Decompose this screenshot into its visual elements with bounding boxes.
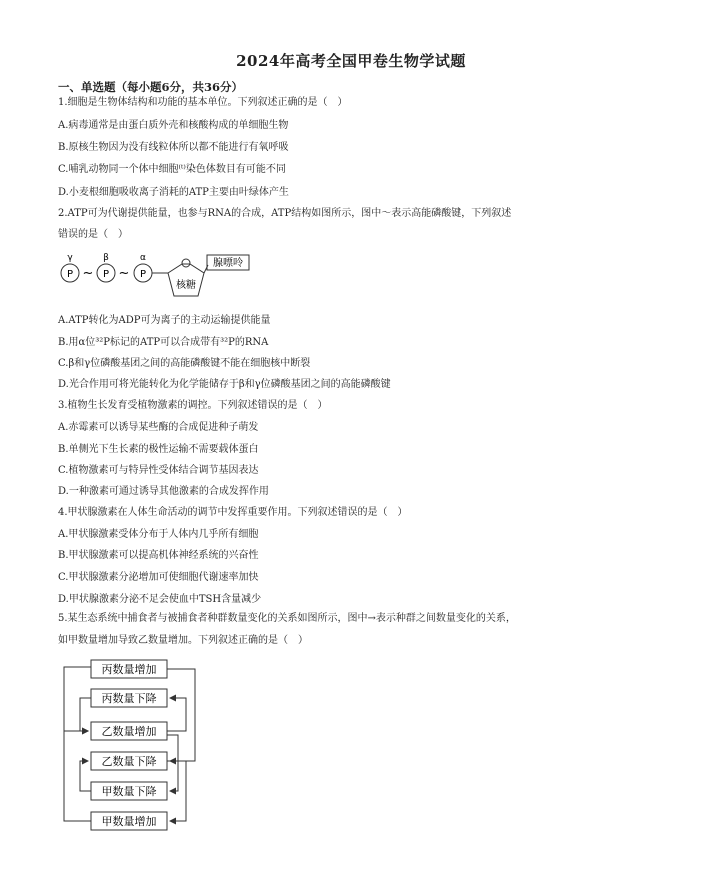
phosphate-gamma-label: P	[66, 269, 74, 280]
ribose-label: 核糖	[176, 280, 196, 291]
question-1-stem: 1.细胞是生物体结构和功能的基本单位。下列叙述正确的是（ ）	[58, 97, 348, 108]
section-heading: 一、单选题（每小题6分，共36分）	[58, 80, 244, 94]
box-yi-increase-label: 乙数量增加	[101, 725, 157, 738]
question-3-option-b: B.单侧光下生长素的极性运输不需要载体蛋白	[58, 444, 259, 455]
atp-structure-figure	[58, 250, 258, 306]
question-4-option-b: B.甲状腺激素可以提高机体神经系统的兴奋性	[58, 550, 259, 561]
adenine-label: 腺嘌呤	[213, 258, 243, 269]
box-bing-decrease-label: 丙数量下降	[101, 692, 157, 705]
arrow-inner-right-upper	[167, 698, 186, 731]
ribose-ring-oxygen	[182, 259, 190, 267]
phosphate-beta-label: P	[102, 269, 110, 280]
alpha-label: α	[140, 253, 146, 263]
question-2-option-d: D.光合作用可将光能转化为化学能储存于β和γ位磷酸基团之间的高能磷酸键	[58, 379, 391, 390]
box-jia-decrease-label: 甲数量下降	[101, 785, 157, 798]
question-4-option-c: C.甲状腺激素分泌增加可使细胞代谢速率加快	[58, 572, 259, 583]
arrow-outer-left	[64, 667, 91, 821]
question-3-stem: 3.植物生长发育受植物激素的调控。下列叙述错误的是（ ）	[58, 400, 328, 411]
arrow-outer-right	[167, 669, 195, 761]
question-5-stem-line-2: 如甲数量增加导致乙数量增加。下列叙述正确的是（ ）	[58, 635, 308, 646]
page-title: 2024年高考全国甲卷生物学试题	[236, 52, 466, 70]
gamma-label: γ	[67, 253, 73, 263]
question-1-option-d: D.小麦根细胞吸收离子消耗的ATP主要由叶绿体产生	[58, 187, 289, 198]
question-3-option-a: A.赤霉素可以诱导某些酶的合成促进种子萌发	[58, 422, 259, 433]
population-flow-diagram	[58, 655, 208, 835]
question-3-option-c: C.植物激素可与特异性受体结合调节基因表达	[58, 465, 259, 476]
box-jia-increase-label: 甲数量增加	[101, 815, 157, 828]
question-4-stem: 4.甲状腺激素在人体生命活动的调节中发挥重要作用。下列叙述错误的是（ ）	[58, 507, 408, 518]
box-yi-decrease-label: 乙数量下降	[101, 755, 157, 768]
question-4-option-a: A.甲状腺激素受体分布于人体内几乎所有细胞	[58, 529, 259, 540]
box-bing-increase-label: 丙数量增加	[101, 663, 157, 676]
phosphate-alpha-label: P	[139, 269, 147, 280]
question-5-stem-line-1: 5.某生态系统中捕食者与被捕食者种群数量变化的关系如图所示，图中→表示种群之间数量变化的关系，	[58, 613, 516, 624]
question-4-option-d: D.甲状腺激素分泌不足会使血中TSH含量减少	[58, 594, 262, 605]
arrow-inner-left-upper	[80, 698, 91, 731]
question-3-option-d: D.一种激素可通过诱导其他激素的合成发挥作用	[58, 486, 269, 497]
high-energy-bond-1: ~	[82, 266, 94, 281]
beta-label: β	[103, 253, 109, 263]
question-2-option-a: A.ATP转化为ADP可为离子的主动运输提供能量	[58, 315, 271, 326]
question-1-option-a: A.病毒通常是由蛋白质外壳和核酸构成的单细胞生物	[58, 120, 289, 131]
question-2-stem-line-2: 错误的是（ ）	[58, 229, 128, 240]
arrow-right-mid	[167, 735, 178, 791]
question-1-option-c: C.哺乳动物同一个体中细胞⁽ᵗ⁾染色体数目有可能不同	[58, 164, 286, 175]
question-2-option-b: B.用α位³²P标记的ATP可以合成带有³²P的RNA	[58, 337, 269, 348]
high-energy-bond-2: ~	[118, 266, 130, 281]
question-2-option-c: C.β和γ位磷酸基团之间的高能磷酸键不能在细胞核中断裂	[58, 358, 311, 369]
arrow-inner-left-lower	[80, 761, 91, 791]
question-2-stem-line-1: 2.ATP可为代谢提供能量，也参与RNA的合成，ATP结构如图所示，图中～表示高能磷酸键，下列叙述	[58, 208, 512, 219]
question-1-option-b: B.原核生物因为没有线粒体所以都不能进行有氧呼吸	[58, 142, 289, 153]
